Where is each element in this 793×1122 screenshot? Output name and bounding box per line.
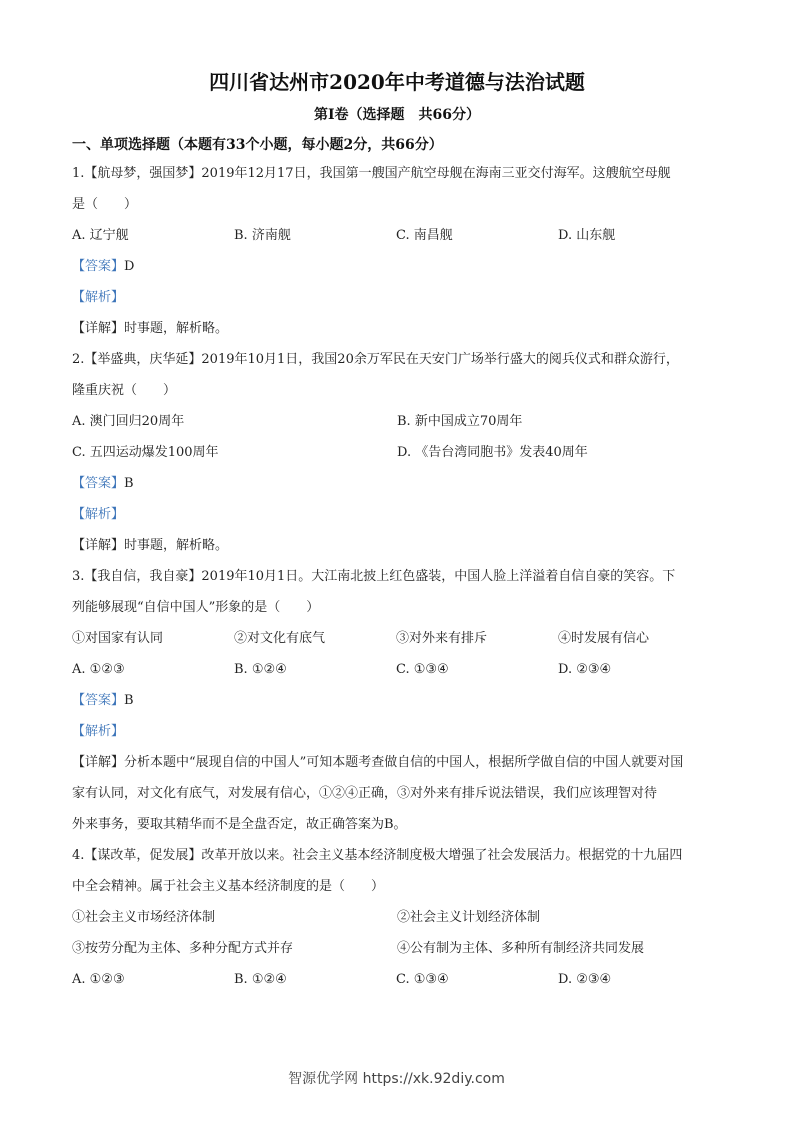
detail-line	[72, 747, 722, 778]
statement-1: ①对国家有认同	[72, 631, 164, 646]
answer-label: 【答案】	[72, 693, 125, 708]
option-c: C. ①③④	[396, 662, 449, 677]
statement-2: ②社会主义计划经济体制	[397, 910, 541, 925]
answer-label: 【答案】	[72, 476, 125, 491]
option-row	[72, 964, 722, 995]
detail-label: 【详解】	[72, 538, 125, 553]
analysis-label: 【解析】	[72, 507, 125, 522]
page-title: 四川省达州市2020年中考道德与法治试题	[209, 70, 585, 94]
option-d: D. 山东舰	[558, 228, 616, 243]
option-c: C. 南昌舰	[396, 228, 453, 243]
analysis-line	[72, 282, 722, 313]
answer-value: D	[124, 259, 135, 274]
option-c: C. ①③④	[396, 972, 449, 987]
option-a: A. ①②③	[72, 662, 125, 677]
analysis-label: 【解析】	[72, 290, 125, 305]
question-stem-line: 列能够展现“自信中国人”形象的是（ ）	[72, 600, 320, 615]
answer-label: 【答案】	[72, 259, 125, 274]
option-d: D. ②③④	[558, 972, 612, 987]
question-stem-line: 4.【谋改革，促发展】改革开放以来。社会主义基本经济制度极大增强了社会发展活力。根据党的十九届四	[72, 848, 683, 863]
detail-line	[72, 313, 722, 344]
analysis-line	[72, 499, 722, 530]
detail-line	[72, 530, 722, 561]
question-3	[72, 561, 722, 840]
volume-subtitle: 第I卷（选择题 共66分）	[313, 107, 481, 123]
option-b: B. 济南舰	[234, 228, 291, 243]
footer-watermark[interactable]: 智源优学网 https://xk.92diy.com	[288, 1071, 505, 1087]
option-d: D. ②③④	[558, 662, 612, 677]
statement-row	[72, 902, 722, 933]
analysis-line	[72, 716, 722, 747]
statement-2: ②对文化有底气	[234, 631, 326, 646]
option-b: B. ①②④	[234, 972, 287, 987]
statement-4: ④公有制为主体、多种所有制经济共同发展	[397, 941, 645, 956]
detail-text: 分析本题中“展现自信的中国人”可知本题考查做自信的中国人，根据所学做自信的中国人就要对国	[124, 755, 684, 770]
option-d: D. 《告台湾同胞书》发表40周年	[397, 445, 588, 460]
question-stem-line: 中全会精神。属于社会主义基本经济制度的是（ ）	[72, 879, 385, 894]
question-1	[72, 158, 722, 344]
detail-label: 【详解】	[72, 321, 125, 336]
option-row	[72, 220, 722, 251]
statement-row	[72, 933, 722, 964]
question-stem-line: 隆重庆祝（ ）	[72, 383, 177, 398]
option-a: A. 辽宁舰	[72, 228, 129, 243]
question-stem-line: 是（ ）	[72, 197, 138, 212]
question-4	[72, 840, 722, 995]
statement-3: ③对外来有排斥	[396, 631, 488, 646]
detail-label: 【详解】	[72, 755, 125, 770]
option-c: C. 五四运动爆发100周年	[72, 445, 219, 460]
detail-text: 时事题，解析略。	[124, 321, 229, 336]
option-a: A. ①②③	[72, 972, 125, 987]
question-stem-line: 3.【我自信，我自豪】2019年10月1日。大江南北披上红色盛装，中国人脸上洋溢着自信自豪的笑容。下	[72, 569, 676, 584]
option-b: B. ①②④	[234, 662, 287, 677]
detail-line: 家有认同，对文化有底气，对发展有信心，①②④正确，③对外来有排斥说法错误，我们应该理智对待	[72, 786, 658, 801]
option-a: A. 澳门回归20周年	[72, 414, 185, 429]
statement-1: ①社会主义市场经济体制	[72, 910, 216, 925]
analysis-label: 【解析】	[72, 724, 125, 739]
detail-text: 时事题，解析略。	[124, 538, 229, 553]
statement-row	[72, 623, 722, 654]
exam-page	[72, 66, 722, 995]
answer-value: B	[124, 693, 134, 708]
option-row	[72, 437, 722, 468]
option-b: B. 新中国成立70周年	[397, 414, 523, 429]
option-row	[72, 654, 722, 685]
question-stem-line: 2.【举盛典，庆华延】2019年10月1日，我国20余万军民在天安门广场举行盛大的阅兵仪式和群众游行，	[72, 352, 679, 367]
answer-line	[72, 251, 722, 282]
detail-line: 外来事务，要取其精华而不是全盘否定，故正确答案为B。	[72, 817, 407, 832]
answer-value: B	[124, 476, 134, 491]
statement-3: ③按劳分配为主体、多种分配方式并存	[72, 941, 294, 956]
answer-line	[72, 468, 722, 499]
statement-4: ④时发展有信心	[558, 631, 650, 646]
option-row	[72, 406, 722, 437]
question-2	[72, 344, 722, 561]
answer-line	[72, 685, 722, 716]
section-heading: 一、单项选择题（本题有33个小题，每小题2分，共66分）	[72, 137, 443, 153]
question-stem-line: 1.【航母梦，强国梦】2019年12月17日，我国第一艘国产航空母舰在海南三亚交付海军。这艘航空母舰	[72, 166, 671, 181]
